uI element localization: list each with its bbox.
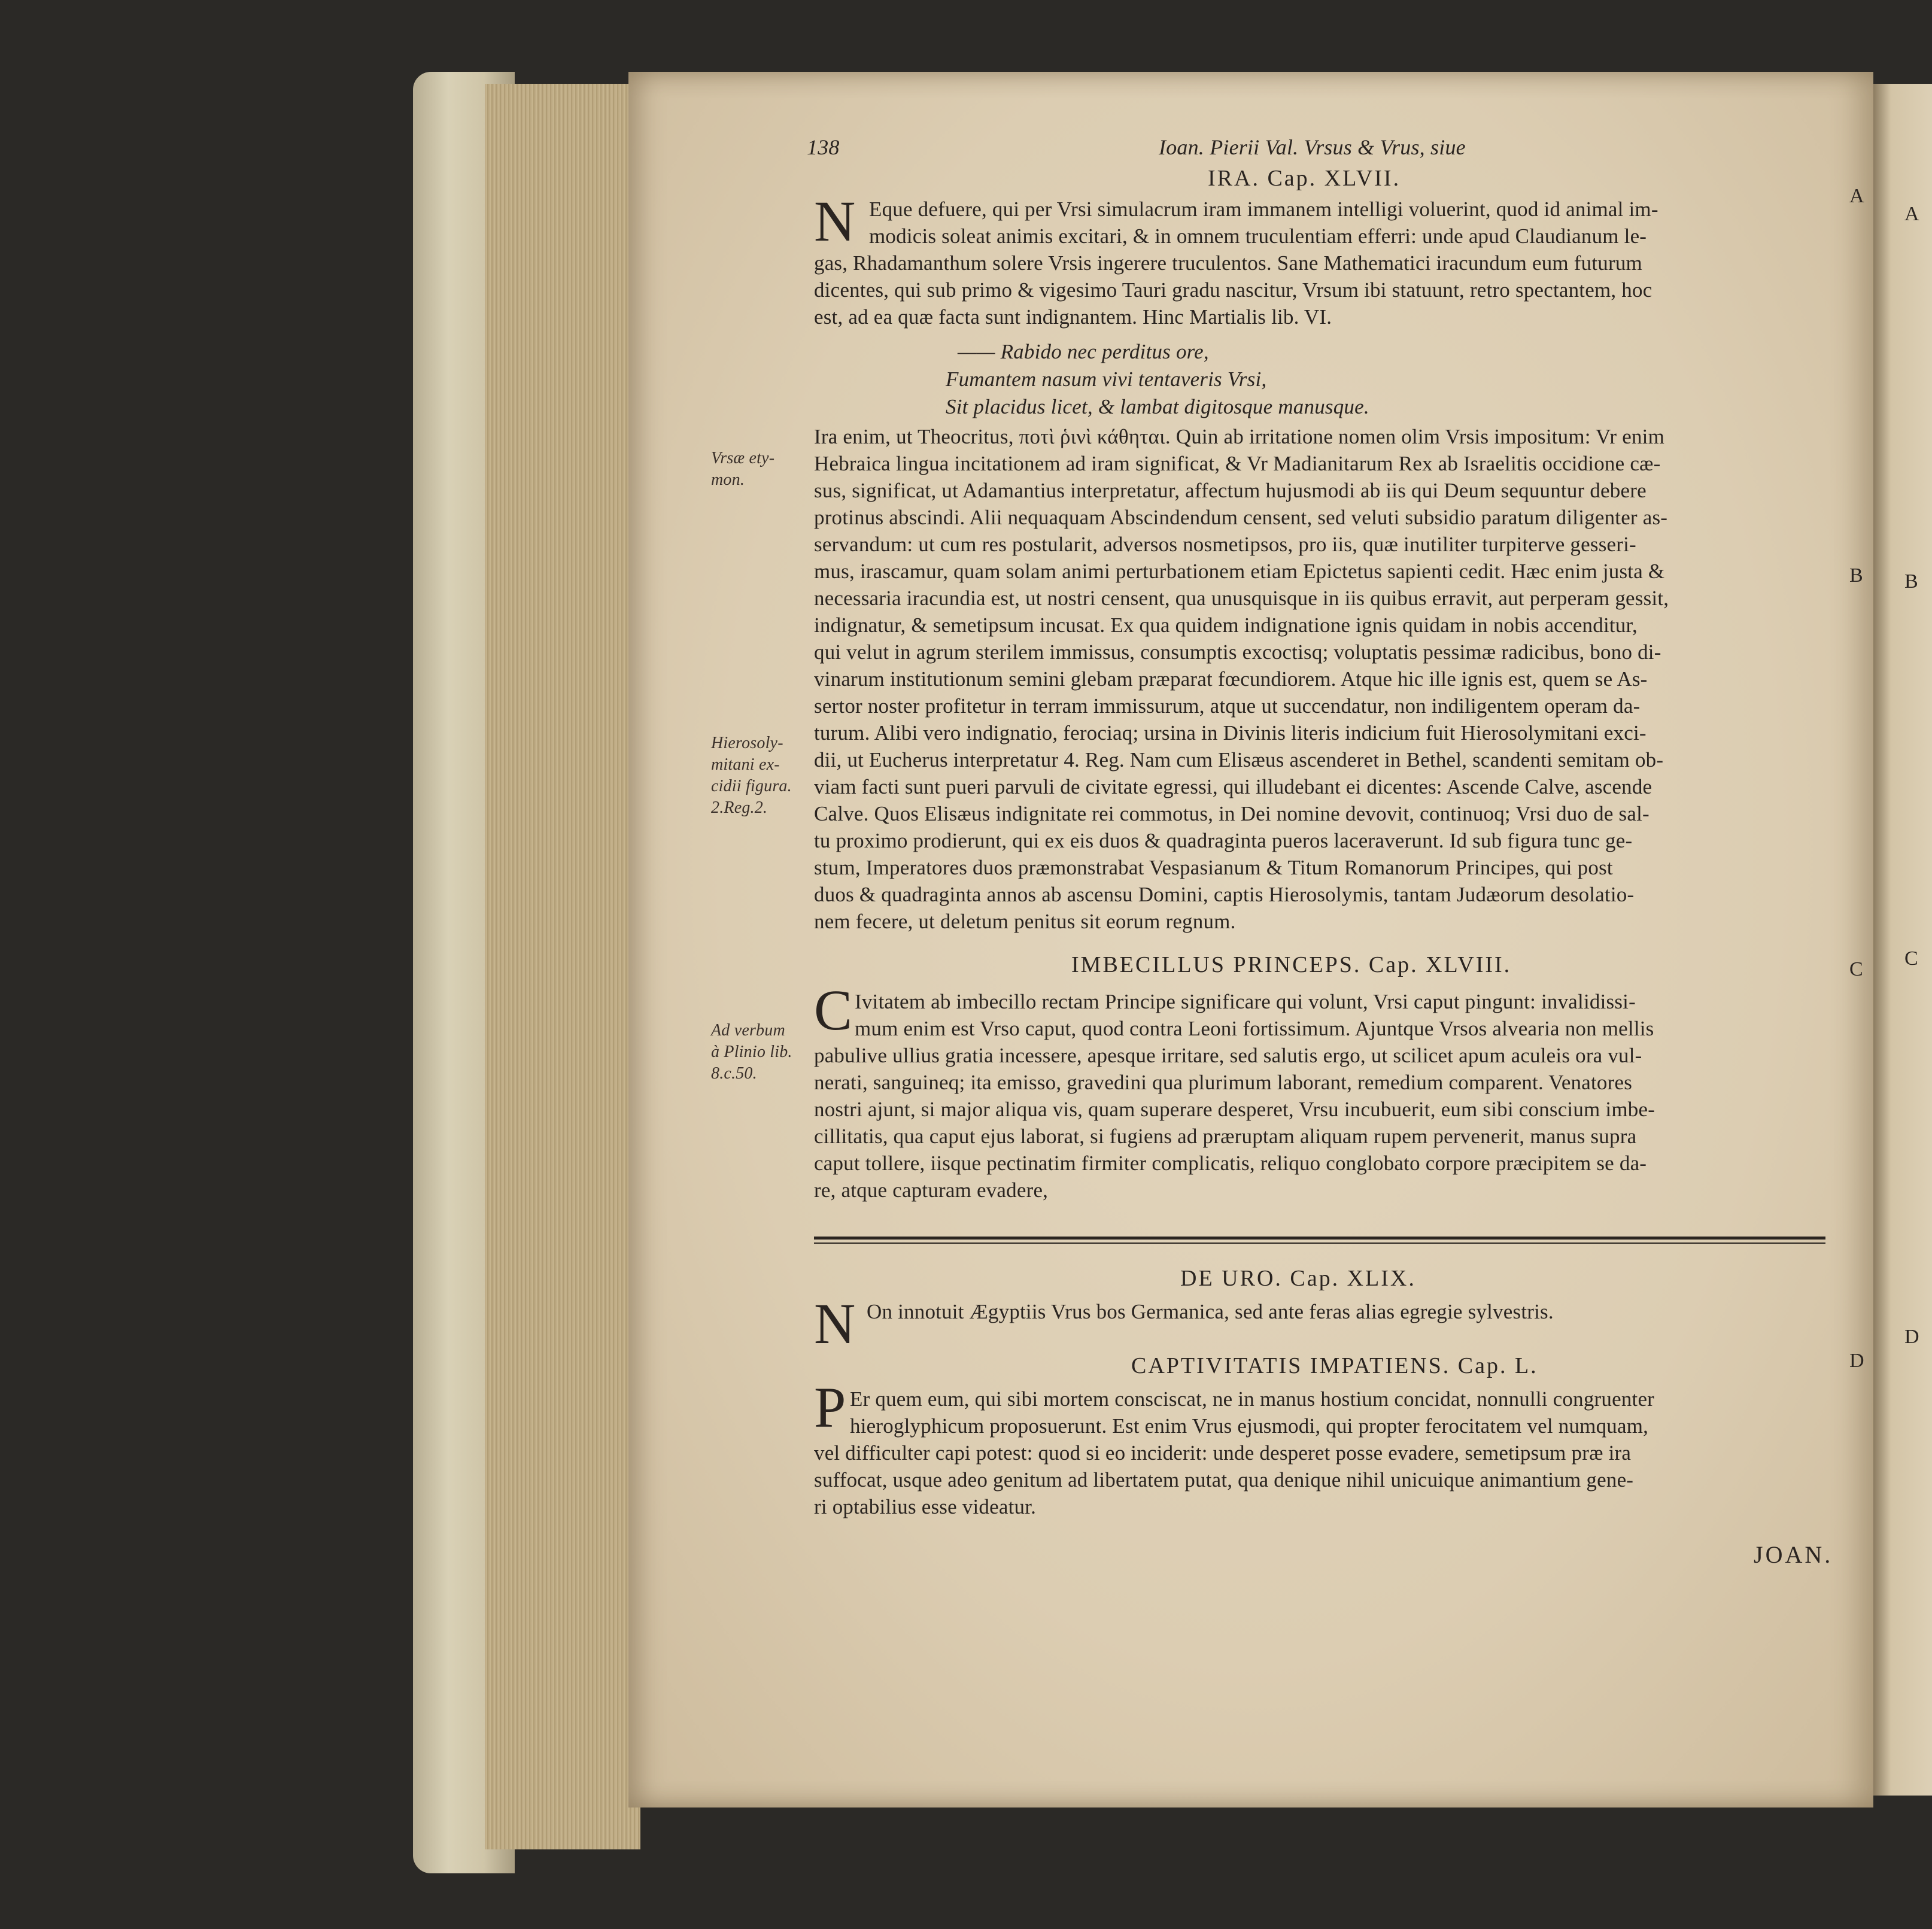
page-number: 138 bbox=[807, 135, 840, 159]
chapter-47-line: modicis soleat animis excitari, & in omnem truculentiam efferri: unde apud Claudianum le- bbox=[869, 224, 1647, 248]
section-rule-thin bbox=[814, 1243, 1825, 1244]
chapter-50-heading: CAPTIVITATIS IMPATIENS. Cap. L. bbox=[1131, 1353, 1538, 1378]
chapter-50-line: Er quem eum, qui sibi mortem consciscat, ne in manus hostium concidat, nonnulli congruenter bbox=[850, 1387, 1655, 1411]
chapter-47-body-line: qui velut in agrum sterilem immissus, consumptis excoctisq; voluptatis pessimæ radicibus, bono di- bbox=[814, 640, 1661, 664]
chapter-48-line: Ivitatem ab imbecillo rectam Principe significare qui volunt, Vrsi caput pingunt: invalidissi- bbox=[855, 990, 1636, 1013]
margin-note: Ad verbum bbox=[711, 1021, 785, 1040]
running-title: Ioan. Pierii Val. Vrsus & Vrus, siue bbox=[1159, 135, 1466, 159]
chapter-47-body-line: sertor noster profitetur in terram immissurum, atque ut succendatur, non indiligentem operam da- bbox=[814, 694, 1641, 718]
chapter-47-body-line: turum. Alibi vero indignatio, ferociaq; ursina in Divinis literis indicium fuit Hierosolymitani exci- bbox=[814, 721, 1647, 745]
chapter-47-body-line: Calve. Quos Elisæus indignitate rei commotus, in Dei nomine devovit, continuoq; Vrsi duo de sal- bbox=[814, 802, 1650, 825]
section-letter-b: B bbox=[1849, 564, 1863, 587]
chapter-50-line: suffocat, usque adeo genitum ad libertatem putat, qua denique nihil unicuique animantium gene- bbox=[814, 1468, 1634, 1491]
chapter-48-line: nostri ajunt, si major aliqua vis, quam superare desperet, Vrsu incubuerit, eum sibi conscium imbe- bbox=[814, 1098, 1655, 1121]
right-page-letter-a: A bbox=[1904, 203, 1919, 225]
margin-note: 2.Reg.2. bbox=[711, 798, 768, 817]
chapter-47-body-line: mus, irascamur, quam solam animi perturbationem etiam Epictetus sapienti cedit. Hæc enim justa & bbox=[814, 560, 1665, 583]
section-letter-d: D bbox=[1849, 1350, 1864, 1372]
chapter-48-line: pabulive ullius gratia incessere, apesque irritare, sed salutis ergo, ut scilicet apum aculeis ora vul- bbox=[814, 1044, 1642, 1067]
chapter-49-line: On innotuit Ægyptiis Vrus bos Germanica, sed ante feras alias egregie sylvestris. bbox=[867, 1300, 1554, 1323]
margin-note: Hierosoly- bbox=[711, 734, 783, 752]
chapter-50-line: ri optabilius esse videatur. bbox=[814, 1495, 1037, 1518]
margin-note: 8.c.50. bbox=[711, 1064, 757, 1083]
chapter-47-body-line: tu proximo prodierunt, qui ex eis duos & quadraginta pueros laceraverunt. Id sub figura tunc ge- bbox=[814, 829, 1633, 852]
chapter-47-line: dicentes, qui sub primo & vigesimo Tauri gradu nascitur, Vrsum ibi statuunt, retro spectantem, hoc bbox=[814, 278, 1652, 302]
chapter-50-line: hieroglyphicum proposuerunt. Est enim Vrus ejusmodi, qui propter ferocitatem vel numquam, bbox=[850, 1414, 1649, 1438]
margin-note: à Plinio lib. bbox=[711, 1043, 792, 1061]
right-page-sliver bbox=[1873, 84, 1932, 1796]
margin-note: mon. bbox=[711, 470, 745, 489]
chapter-47-body-line: duos & quadraginta annos ab ascensu Domini, captis Hierosolymis, tantam Judæorum desolatio- bbox=[814, 883, 1635, 906]
right-page-letter-b: B bbox=[1904, 570, 1918, 593]
chapter-47-body-line: vinarum institutionum semini glebam præparat fœcundiorem. Atque hic ille ignis est, quem se As- bbox=[814, 667, 1648, 691]
chapter-48-line: caput tollere, iisque pectinatim firmiter complicatis, reliquo conglobato corpore præcipitem se da- bbox=[814, 1152, 1647, 1175]
chapter-47-body-line: dii, ut Eucherus interpretatur 4. Reg. Nam cum Elisæus ascenderet in Bethel, scandenti semitam ob- bbox=[814, 748, 1664, 771]
verse-line: —— Rabido nec perditus ore, bbox=[958, 340, 1209, 363]
chapter-47-line: est, ad ea quæ facta sunt indignantem. Hinc Martialis lib. VI. bbox=[814, 305, 1332, 329]
chapter-47-drop-cap: N bbox=[814, 189, 856, 253]
left-page bbox=[628, 72, 1873, 1808]
chapter-47-body-line: indignatur, & semetipsum incusat. Ex qua quidem indignatione ignis quidam in nobis accenditur, bbox=[814, 613, 1638, 637]
chapter-47-heading: IRA. Cap. XLVII. bbox=[1208, 166, 1401, 191]
chapter-50-line: vel difficulter capi potest: quod si eo inciderit: unde desperet posse evadere, semetipsum præ ira bbox=[814, 1441, 1632, 1465]
margin-note: cidii figura. bbox=[711, 777, 792, 795]
chapter-48-line: mum enim est Vrso caput, quod contra Leoni fortissimum. Ajuntque Vrsos alvearia non mellis bbox=[855, 1017, 1654, 1040]
chapter-47-body-line: protinus abscindi. Alii nequaquam Abscindendum censent, sed veluti subsidio paratum diligenter as- bbox=[814, 506, 1668, 529]
chapter-48-drop-cap: C bbox=[814, 978, 853, 1042]
chapter-48-heading: IMBECILLUS PRINCEPS. Cap. XLVIII. bbox=[1071, 952, 1512, 977]
chapter-49-drop-cap: N bbox=[814, 1292, 856, 1356]
verse-line: Fumantem nasum vivi tentaveris Vrsi, bbox=[946, 367, 1267, 391]
page-fore-edge bbox=[485, 84, 640, 1849]
catchword: JOAN. bbox=[1754, 1541, 1833, 1568]
chapter-47-line: Eque defuere, qui per Vrsi simulacrum iram immanem intelligi voluerint, quod id animal im- bbox=[869, 198, 1658, 221]
chapter-47-body-line: viam facti sunt pueri parvuli de civitate egressi, qui illudebant ei dicentes: Ascende Calve, ascende bbox=[814, 775, 1652, 798]
margin-note: mitani ex- bbox=[711, 755, 780, 774]
chapter-47-line: gas, Rhadamanthum solere Vrsis ingerere truculentos. Sane Mathematici iracundum eum futurum bbox=[814, 251, 1642, 275]
chapter-47-body-line: servandum: ut cum res postularit, adversos nosmetipsos, pro iis, quæ inutiliter turpiterve gesseri- bbox=[814, 533, 1636, 556]
section-rule bbox=[814, 1237, 1825, 1240]
chapter-47-body-line: stum, Imperatores duos præmonstrabat Vespasianum & Titum Romanorum Principes, qui post bbox=[814, 856, 1613, 879]
right-page-letter-c: C bbox=[1904, 947, 1918, 970]
chapter-47-body-line: necessaria iracundia est, ut nostri censent, qua unusquisque in iis quibus erravit, aut perperam gessit, bbox=[814, 587, 1669, 610]
chapter-47-body-line: sus, significat, ut Adamantius interpretatur, affectum hujusmodi ab iis qui Deum sequuntur debere bbox=[814, 479, 1647, 502]
margin-note: Vrsæ ety- bbox=[711, 449, 775, 467]
section-letter-c: C bbox=[1849, 958, 1863, 980]
chapter-48-line: re, atque capturam evadere, bbox=[814, 1178, 1049, 1202]
section-letter-a: A bbox=[1849, 185, 1864, 207]
chapter-47-body-line: nem fecere, ut deletum penitus sit eorum regnum. bbox=[814, 910, 1236, 933]
chapter-48-line: nerati, sanguineq; ita emisso, gravedini qua plurimum laborant, remedium comparent. Venatores bbox=[814, 1071, 1633, 1094]
chapter-48-line: cillitatis, qua caput ejus laborat, si fugiens ad præruptam aliquam rupem pervenerit, manus supra bbox=[814, 1125, 1637, 1148]
verse-line: Sit placidus licet, & lambat digitosque manusque. bbox=[946, 395, 1369, 418]
chapter-47-body-line: Hebraica lingua incitationem ad iram significat, & Vr Madianitarum Rex ab Israelitis occidione cæ- bbox=[814, 452, 1661, 475]
chapter-47-body-line: Ira enim, ut Theocritus, ποτὶ ῥινὶ κάθηται. Quin ab irritatione nomen olim Vrsis impositum: Vr enim bbox=[814, 425, 1664, 448]
chapter-50-drop-cap: P bbox=[814, 1375, 846, 1439]
chapter-49-heading: DE URO. Cap. XLIX. bbox=[1180, 1266, 1416, 1291]
right-page-letter-d: D bbox=[1904, 1326, 1919, 1348]
